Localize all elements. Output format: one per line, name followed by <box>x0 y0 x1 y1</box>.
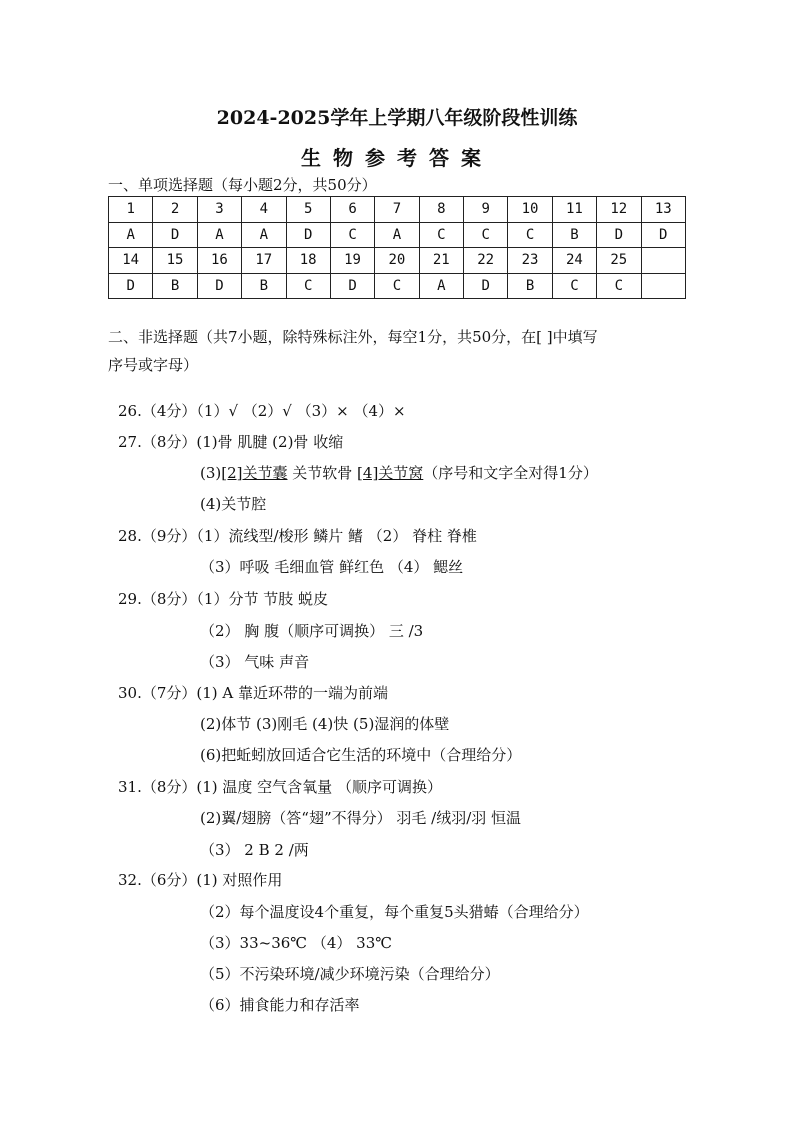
answer-cell <box>641 273 686 299</box>
answer-q27-cartilage: 关节软骨 <box>287 464 358 482</box>
answer-q30-line3: (6)把蚯蚓放回适合它生活的环境中（合理给分） <box>200 746 522 764</box>
section1-heading: 一、单项选择题（每小题2分，共50分） <box>108 176 377 194</box>
question-number-cell: 25 <box>597 248 641 274</box>
question-number-cell: 21 <box>419 248 463 274</box>
answer-cell: C <box>508 222 552 248</box>
question-number-cell: 20 <box>375 248 419 274</box>
answer-q31-line2: (2)翼/翅膀（答“翅”不得分） 羽毛 /绒羽/羽 恒温 <box>200 809 522 827</box>
question-number-cell: 11 <box>552 197 596 223</box>
answer-q32-line1: 32.（6分）(1) 对照作用 <box>118 871 283 889</box>
question-number-cell: 14 <box>109 248 153 274</box>
answer-q27-line1: 27.（8分）(1)骨 肌腱 (2)骨 收缩 <box>118 433 344 451</box>
answer-cell: C <box>464 222 508 248</box>
answer-cell: A <box>419 273 463 299</box>
answer-q27-joint-socket: [4]关节窝 <box>357 464 424 482</box>
question-number-cell: 23 <box>508 248 552 274</box>
answer-cell: A <box>109 222 153 248</box>
answer-cell: C <box>330 222 374 248</box>
answer-table <box>108 196 686 299</box>
answer-cell: D <box>109 273 153 299</box>
answer-q28-line2: （3）呼吸 毛细血管 鲜红色 （4） 鳃丝 <box>200 558 464 576</box>
question-number-cell: 8 <box>419 197 463 223</box>
answer-cell: B <box>242 273 286 299</box>
answer-q32-line5: （6）捕食能力和存活率 <box>200 996 360 1014</box>
answer-table-row <box>109 197 686 223</box>
question-number-cell: 5 <box>286 197 330 223</box>
answer-q29-line2: （2） 胸 腹（顺序可调换） 三 /3 <box>200 622 424 640</box>
question-number-cell: 2 <box>153 197 197 223</box>
answer-q27-line3: (4)关节腔 <box>200 495 267 513</box>
answer-cell: C <box>286 273 330 299</box>
answer-cell: D <box>330 273 374 299</box>
answer-q31-line1: 31.（8分）(1) 温度 空气含氧量 （顺序可调换） <box>118 778 442 796</box>
question-number-cell: 17 <box>242 248 286 274</box>
answer-cell: D <box>597 222 641 248</box>
answer-cell: D <box>153 222 197 248</box>
question-number-cell: 24 <box>552 248 596 274</box>
question-number-cell: 4 <box>242 197 286 223</box>
question-number-cell: 6 <box>330 197 374 223</box>
question-number-cell: 7 <box>375 197 419 223</box>
answer-table-row <box>109 273 686 299</box>
answer-q31-line3: （3） 2 B 2 /两 <box>200 841 309 859</box>
answer-cell: B <box>552 222 596 248</box>
question-number-cell <box>641 248 686 274</box>
answer-q32-line4: （5）不污染环境/减少环境污染（合理给分） <box>200 965 500 983</box>
answer-cell: A <box>242 222 286 248</box>
answer-q27-line2 <box>200 463 598 483</box>
page-subtitle: 生物参考答案 <box>301 146 493 170</box>
answer-q32-line3: （3）33~36℃ （4） 33℃ <box>200 934 393 952</box>
answer-cell: C <box>597 273 641 299</box>
answer-q28-line1: 28.（9分）（1）流线型/梭形 鳞片 鳍 （2） 脊柱 脊椎 <box>118 527 477 545</box>
answer-cell: D <box>197 273 241 299</box>
question-number-cell: 16 <box>197 248 241 274</box>
question-number-cell: 9 <box>464 197 508 223</box>
question-number-cell: 10 <box>508 197 552 223</box>
answer-cell: D <box>286 222 330 248</box>
question-number-cell: 12 <box>597 197 641 223</box>
answer-q29-line3: （3） 气味 声音 <box>200 653 310 671</box>
answer-table-row <box>109 248 686 274</box>
question-number-cell: 15 <box>153 248 197 274</box>
section2-heading-line1: 二、非选择题（共7小题，除特殊标注外，每空1分，共50分，在[ ]中填写 <box>108 328 598 346</box>
answer-cell: C <box>419 222 463 248</box>
answer-cell: C <box>375 273 419 299</box>
question-number-cell: 13 <box>641 197 686 223</box>
answer-cell: A <box>375 222 419 248</box>
question-number-cell: 22 <box>464 248 508 274</box>
answer-q30-line2: (2)体节 (3)刚毛 (4)快 (5)湿润的体壁 <box>200 715 450 733</box>
answer-cell: D <box>641 222 686 248</box>
page-title: 2024-2025学年上学期八年级阶段性训练 <box>216 107 578 129</box>
answer-q29-line1: 29.（8分）（1）分节 节肢 蜕皮 <box>118 590 328 608</box>
question-number-cell: 3 <box>197 197 241 223</box>
question-number-cell: 18 <box>286 248 330 274</box>
question-number-cell: 19 <box>330 248 374 274</box>
answer-cell: A <box>197 222 241 248</box>
answer-q27-note: （序号和文字全对得1分） <box>423 464 598 482</box>
answer-q27-joint-capsule: [2]关节囊 <box>221 464 288 482</box>
answer-cell: C <box>552 273 596 299</box>
answer-cell: B <box>153 273 197 299</box>
section2-heading-line2: 序号或字母） <box>108 356 199 374</box>
answer-table-row <box>109 222 686 248</box>
answer-q30-line1: 30.（7分）(1) A 靠近环带的一端为前端 <box>118 684 389 702</box>
answer-q32-line2: （2）每个温度设4个重复，每个重复5头猎蝽（合理给分） <box>200 903 589 921</box>
answer-q27-part3-label: (3) <box>200 464 222 482</box>
answer-cell: B <box>508 273 552 299</box>
answer-q26: 26.（4分）（1）√ （2）√ （3）× （4）× <box>118 402 406 420</box>
answer-cell: D <box>464 273 508 299</box>
question-number-cell: 1 <box>109 197 153 223</box>
